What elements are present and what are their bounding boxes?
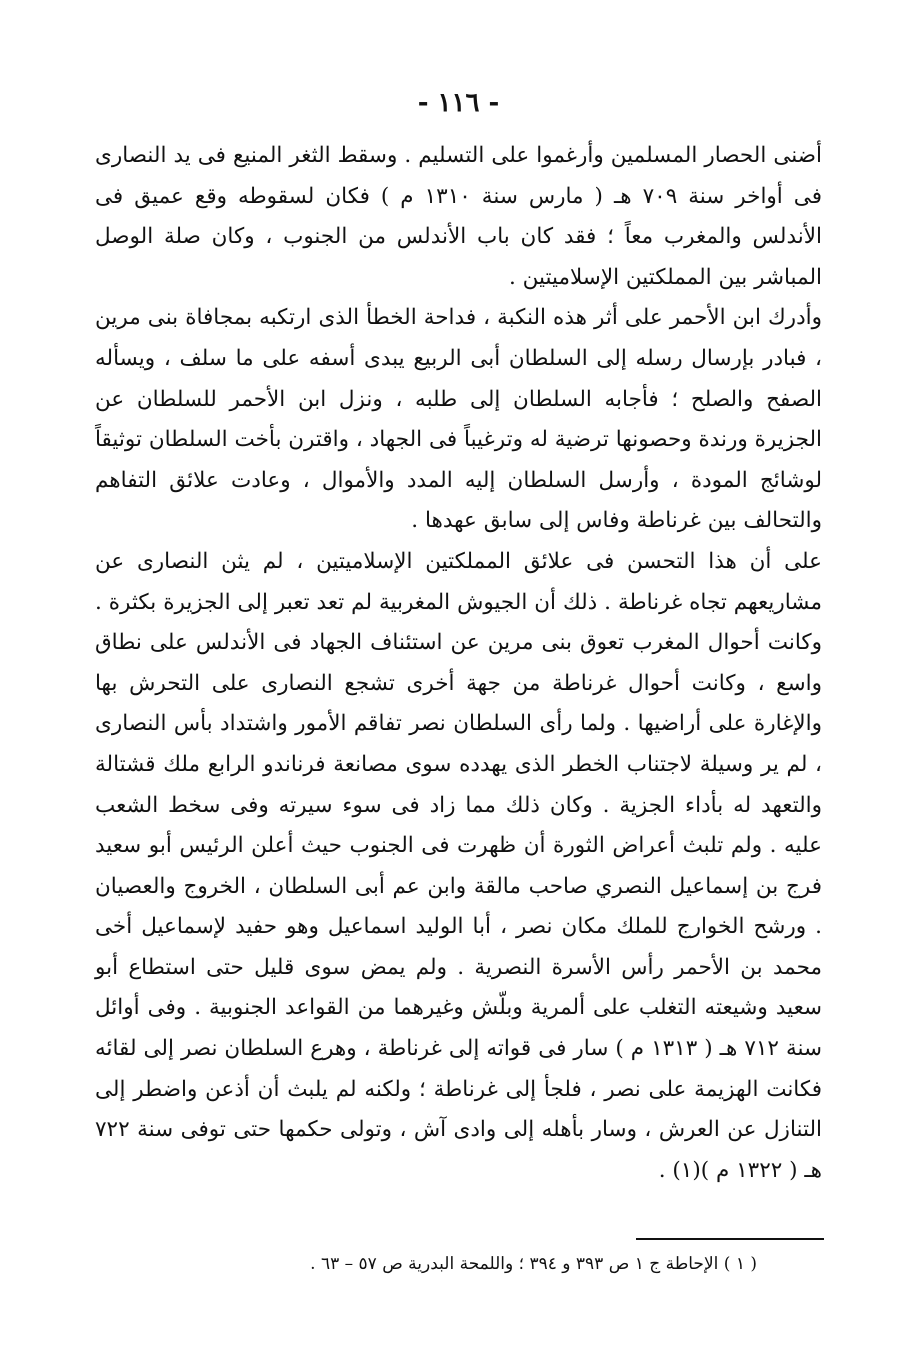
footnote: ( ١ ) الإحاطة ج ١ ص ٣٩٣ و ٣٩٤ ؛ واللمحة البدرية ص ٥٧ – ٦٣ . (310, 1254, 757, 1274)
body-text (95, 136, 822, 1191)
footnote-divider (636, 1238, 824, 1240)
paragraph-3: على أن هذا التحسن فى علائق المملكتين الإسلاميتين ، لم يثن النصارى عن مشاريعهم تجاه غرناطة . ذلك أن الجيوش المغربية لم تعد تعبر إلى الجزيرة بكثرة . وكانت أحوال المغرب تعوق بنى مرين عن استئناف الجهاد فى الأندلس على نطاق واسع ، وكانت أحوال غرناطة من جهة أخرى تشجع النصارى على التحرش بها والإغارة على أراضيها . ولما رأى السلطان نصر تفاقم الأمور واشتداد بأس النصارى ، لم ير وسيلة لاجتناب الخطر الذى يهدده سوى مصانعة فرناندو الرابع ملك قشتالة والتعهد له بأداء الجزية . وكان ذلك مما زاد فى سوء سيرته وفى سخط الشعب عليه . ولم تلبث أعراض الثورة أن ظهرت فى الجنوب حيث أعلن الرئيس أبو سعيد فرج بن إسماعيل النصري صاحب مالقة وابن عم أبى السلطان ، الخروج والعصيان . ورشح الخوارج للملك مكان نصر ، أبا الوليد اسماعيل وهو حفيد لإسماعيل أخى محمد بن الأحمر رأس الأسرة النصرية . ولم يمض سوى قليل حتى استطاع أبو سعيد وشيعته التغلب على ألمرية وبلّش وغيرهما من القواعد الجنوبية . وفى أوائل سنة ٧١٢ هـ ( ١٣١٣ م ) سار فى قواته إلى غرناطة ، وهرع السلطان نصر إلى لقائه فكانت الهزيمة على نصر ، فلجأ إلى غرناطة ؛ ولكنه لم يلبث أن أذعن واضطر إلى التنازل عن العرش ، وسار بأهله إلى وادى آش ، وتولى حكمها حتى توفى سنة ٧٢٢ هـ ( ١٣٢٢ م )(١) . (95, 548, 823, 1183)
paragraph-1: أضنى الحصار المسلمين وأرغموا على التسليم . وسقط الثغر المنيع فى يد النصارى فى أواخر سنة ٧٠٩ هـ ( مارس سنة ١٣١٠ م ) فكان لسقوطه وقع عميق فى الأندلس والمغرب معاً ؛ فقد كان باب الأندلس من الجنوب ، وكان صلة الوصل المباشر بين المملكتين الإسلاميتين . (95, 143, 822, 290)
paragraph-2: وأدرك ابن الأحمر على أثر هذه النكبة ، فداحة الخطأ الذى ارتكبه بمجافاة بنى مرين ، فبادر بإرسال رسله إلى السلطان أبى الربيع يبدى أسفه على ما سلف ، ويسأله الصفح والصلح ؛ فأجابه السلطان إلى طلبه ، ونزل ابن الأحمر للسلطان عن الجزيرة ورندة وحصونها ترضية له وترغيباً فى الجهاد ، واقترن بأخت السلطان توثيقاً لوشائج المودة ، وأرسل السلطان إليه المدد والأموال ، وعادت علائق التفاهم والتحالف بين غرناطة وفاس إلى سابق عهدها . (95, 305, 822, 534)
page-number: - ١١٦ - (417, 88, 500, 118)
